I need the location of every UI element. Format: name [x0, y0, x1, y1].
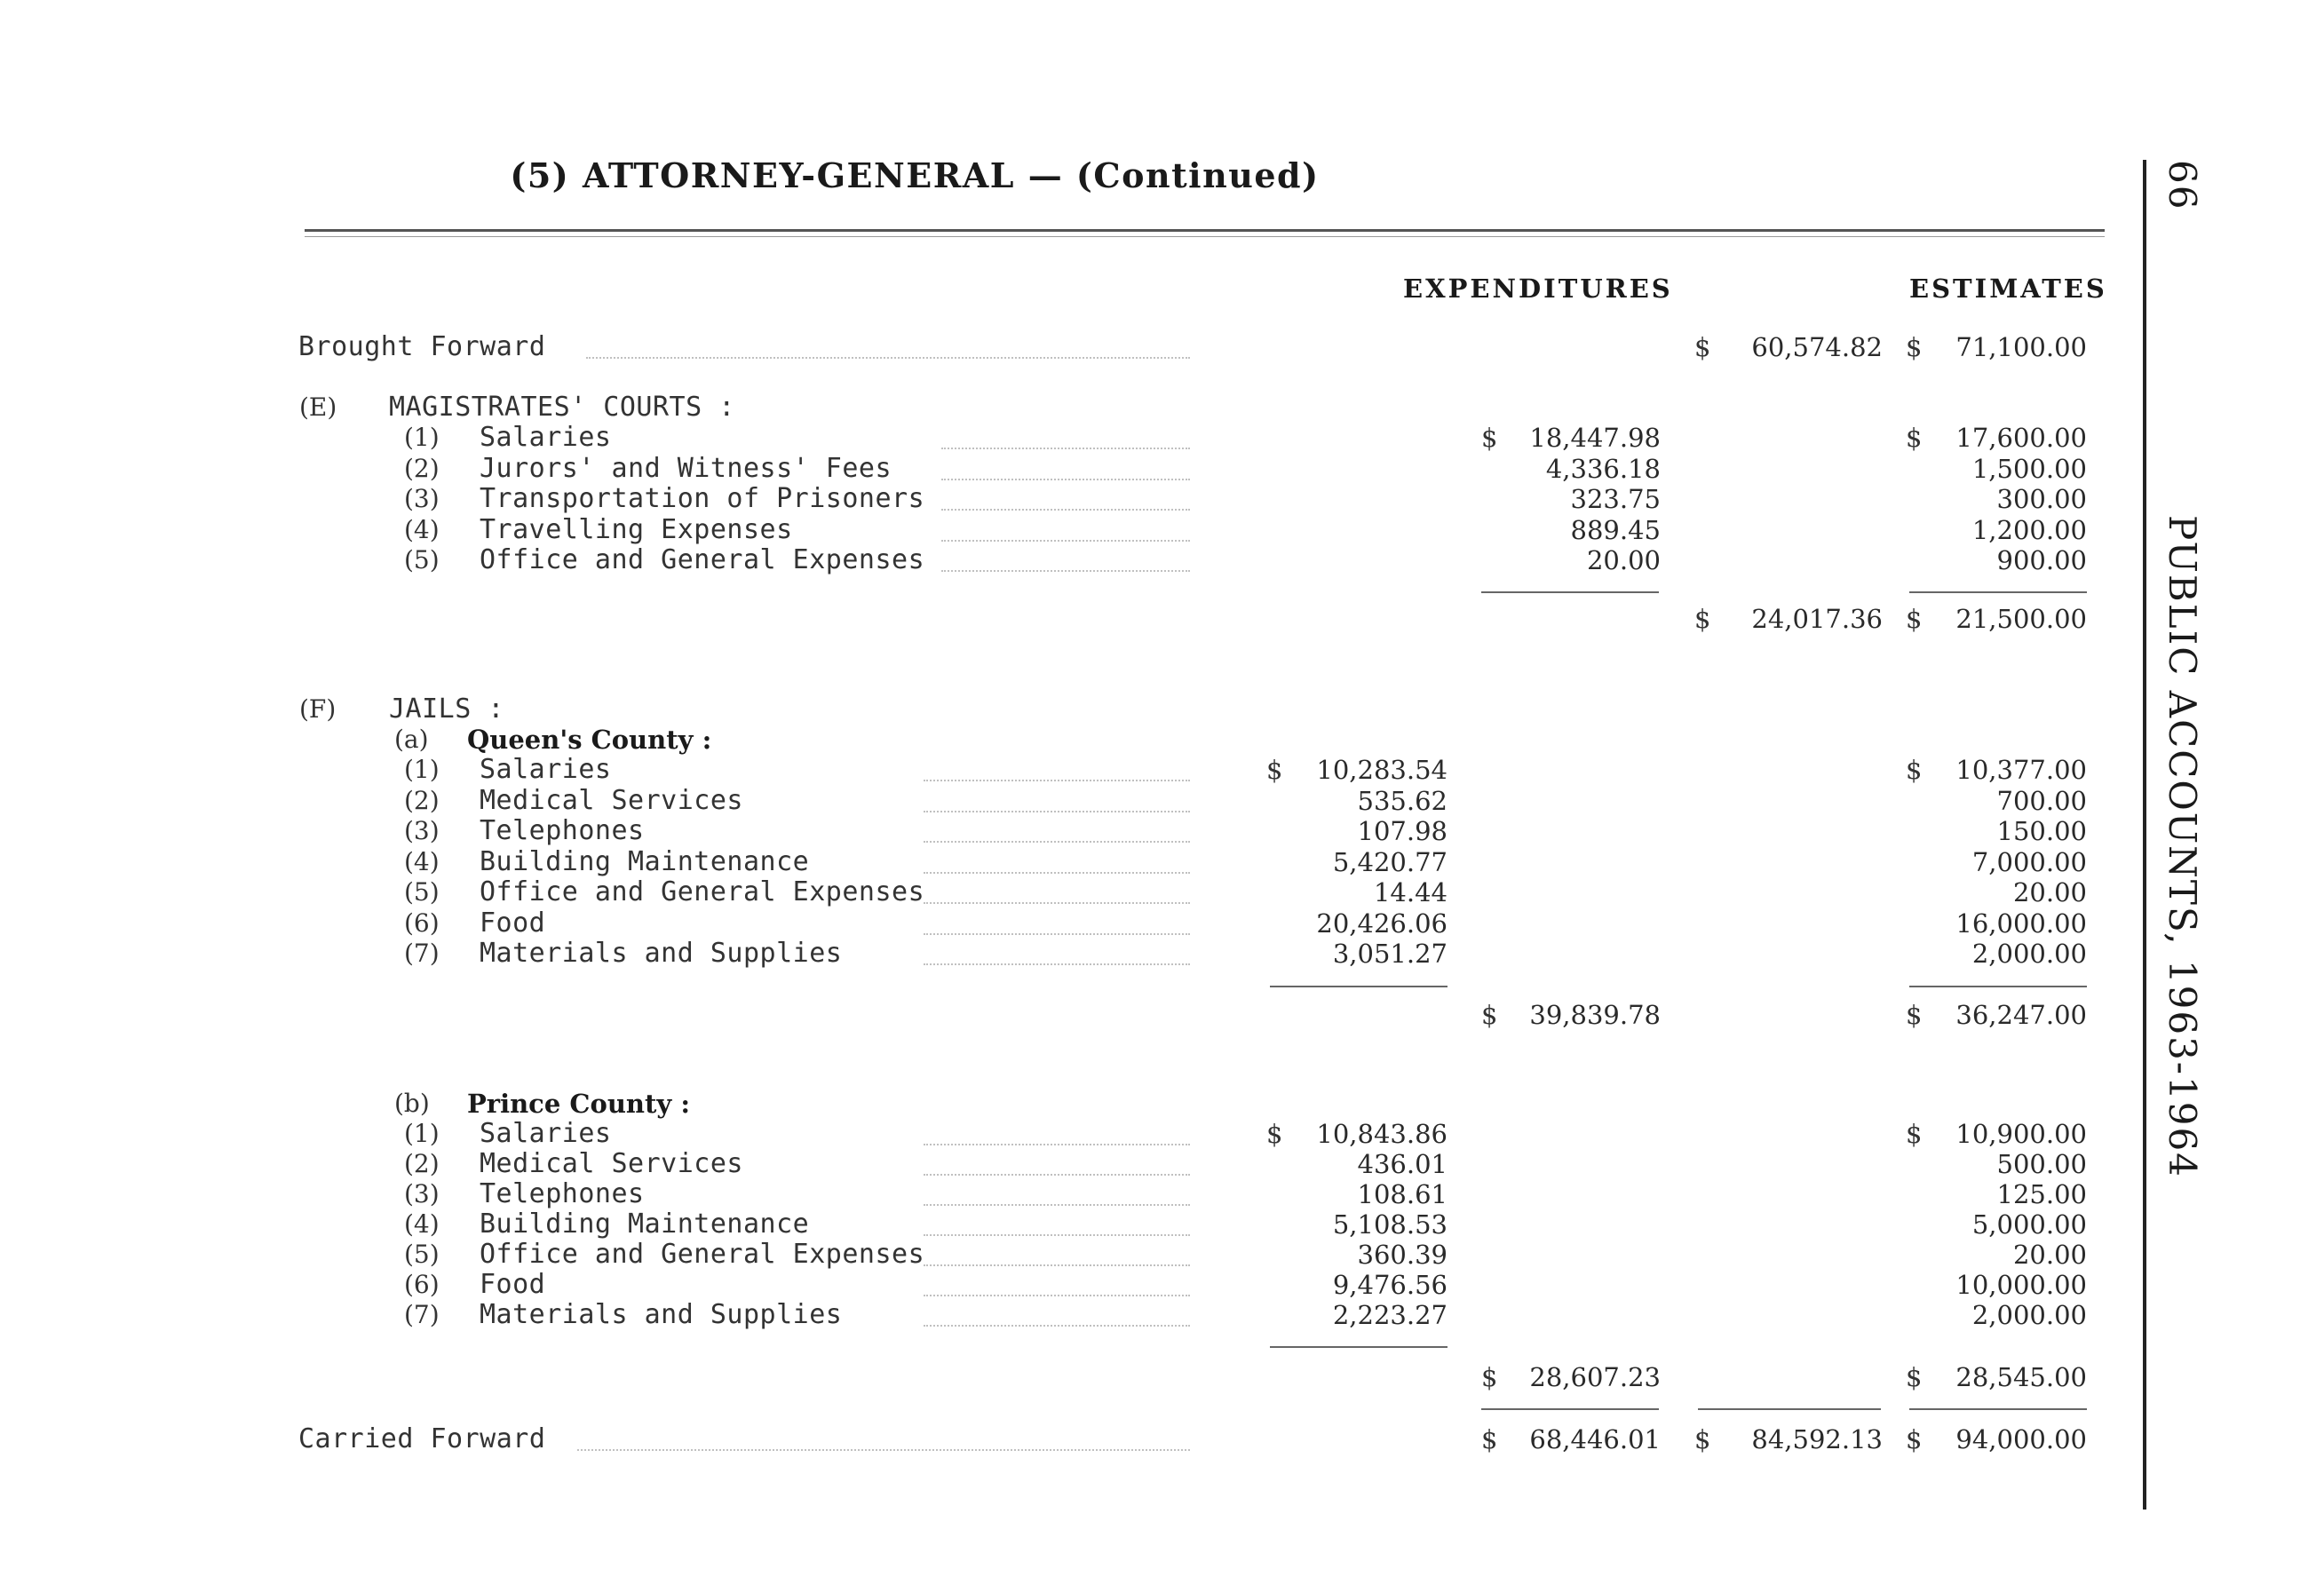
dollar-sign: $	[1906, 604, 1923, 634]
item-estimate: 10,377.00	[1955, 755, 2087, 785]
section-f-letter: (F)	[299, 694, 337, 724]
item-number: (5)	[404, 877, 440, 907]
dollar-sign: $	[1906, 1000, 1923, 1030]
section-f-heading: JAILS :	[389, 693, 504, 725]
dollar-sign: $	[1906, 332, 1923, 362]
item-label: Transportation of Prisoners	[480, 483, 925, 514]
item-estimate: 10,000.00	[1955, 1270, 2087, 1300]
item-label: Building Maintenance	[480, 845, 810, 877]
item-label: Materials and Supplies	[480, 938, 843, 969]
table-row	[0, 484, 2324, 514]
item-label: Office and General Expenses	[480, 544, 925, 575]
item-number: (3)	[404, 484, 440, 513]
dollar-sign: $	[1481, 1362, 1498, 1392]
leader-dots	[941, 540, 1190, 542]
table-row	[0, 1149, 2324, 1179]
table-row	[0, 545, 2324, 575]
subtotal-rule	[1270, 986, 1448, 987]
item-number: (7)	[404, 1300, 440, 1329]
leader-dots	[924, 1144, 1190, 1145]
leader-dots	[924, 1204, 1190, 1206]
leader-dots	[924, 811, 1190, 812]
item-expenditure: 20.00	[1586, 545, 1661, 575]
dollar-sign: $	[1906, 1362, 1923, 1392]
dollar-sign: $	[1694, 332, 1711, 362]
leader-dots	[577, 1449, 1190, 1451]
table-row	[0, 1209, 2324, 1240]
prince-total-estimate: 28,545.00	[1955, 1362, 2087, 1392]
subtotal-rule	[1481, 591, 1659, 593]
table-row	[0, 1270, 2324, 1300]
queens-heading: Queen's County :	[467, 725, 712, 755]
item-estimate: 900.00	[1996, 545, 2087, 575]
prince-heading-row	[0, 1089, 2324, 1119]
section-e-total-expenditure: 24,017.36	[1751, 604, 1883, 634]
title-rule-top	[305, 229, 2105, 232]
item-expenditure: 9,476.56	[1332, 1270, 1448, 1300]
item-estimate: 300.00	[1996, 484, 2087, 514]
expenditures-header: EXPENDITURES	[1403, 273, 1673, 304]
table-row	[0, 1179, 2324, 1209]
item-expenditure: 436.01	[1357, 1149, 1448, 1179]
dollar-sign: $	[1906, 1119, 1923, 1149]
section-e-heading: MAGISTRATES' COURTS :	[389, 392, 735, 423]
table-row	[0, 454, 2324, 484]
queens-total-estimate: 36,247.00	[1955, 1000, 2087, 1030]
item-estimate: 150.00	[1996, 816, 2087, 846]
dollar-sign: $	[1694, 604, 1711, 634]
item-label: Building Maintenance	[480, 1209, 810, 1240]
item-estimate: 10,900.00	[1955, 1119, 2087, 1149]
table-row	[0, 755, 2324, 785]
item-label: Salaries	[480, 1118, 612, 1149]
item-number: (2)	[404, 1149, 440, 1178]
table-row	[0, 816, 2324, 846]
item-label: Food	[480, 1269, 546, 1300]
item-expenditure: 5,108.53	[1332, 1209, 1448, 1240]
item-number: (5)	[404, 545, 440, 575]
item-expenditure: 323.75	[1570, 484, 1661, 514]
item-estimate: 7,000.00	[1971, 846, 2087, 877]
dollar-sign: $	[1266, 1119, 1283, 1149]
item-expenditure: 3,051.27	[1332, 939, 1448, 969]
item-estimate: 20.00	[2012, 1240, 2087, 1270]
prince-letter: (b)	[394, 1089, 430, 1118]
leader-dots	[924, 902, 1190, 904]
leader-dots	[924, 841, 1190, 843]
item-label: Medical Services	[480, 784, 743, 816]
leader-dots	[941, 570, 1190, 572]
subtotal-rule	[1909, 986, 2087, 987]
item-number: (6)	[404, 907, 440, 938]
item-label: Office and General Expenses	[480, 1239, 925, 1270]
title-rule-bottom	[305, 236, 2105, 237]
leader-dots	[941, 509, 1190, 511]
item-label: Jurors' and Witness' Fees	[480, 452, 892, 484]
item-estimate: 125.00	[1996, 1179, 2087, 1209]
item-label: Travelling Expenses	[480, 513, 793, 545]
item-number: (7)	[404, 939, 440, 968]
item-expenditure: 2,223.27	[1332, 1300, 1448, 1330]
item-estimate: 20.00	[2012, 877, 2087, 907]
carried-forward-expenditure: 84,592.13	[1751, 1424, 1883, 1454]
leader-dots	[924, 933, 1190, 935]
item-number: (6)	[404, 1270, 440, 1299]
carried-forward-jails-total: 68,446.01	[1529, 1424, 1661, 1454]
item-expenditure: 14.44	[1373, 877, 1448, 907]
section-f-heading-row	[0, 694, 2324, 725]
section-e-heading-row	[0, 392, 2324, 423]
item-number: (1)	[404, 423, 440, 452]
dollar-sign: $	[1266, 755, 1283, 785]
item-expenditure: 5,420.77	[1332, 846, 1448, 877]
carried-forward-estimate: 94,000.00	[1955, 1424, 2087, 1454]
item-number: (3)	[404, 816, 440, 845]
carried-forward-label: Carried Forward	[298, 1423, 546, 1454]
brought-forward-label: Brought Forward	[298, 331, 546, 362]
total-rule	[1909, 1408, 2087, 1410]
dollar-sign: $	[1481, 1424, 1498, 1454]
item-estimate: 2,000.00	[1971, 1300, 2087, 1330]
table-row	[0, 515, 2324, 545]
item-label: Office and General Expenses	[480, 876, 925, 907]
section-e-letter: (E)	[299, 392, 337, 422]
item-expenditure: 10,843.86	[1316, 1119, 1448, 1149]
margin-rule	[2143, 160, 2146, 1510]
prince-total-expenditure: 28,607.23	[1529, 1362, 1661, 1392]
item-estimate: 2,000.00	[1971, 939, 2087, 969]
section-e-total-estimate: 21,500.00	[1955, 604, 2087, 634]
leader-dots	[924, 1295, 1190, 1296]
brought-forward-row	[0, 332, 2324, 362]
total-rule	[1698, 1408, 1881, 1410]
item-estimate: 1,500.00	[1971, 453, 2087, 484]
item-expenditure: 360.39	[1357, 1240, 1448, 1270]
item-expenditure: 18,447.98	[1529, 423, 1661, 453]
subtotal-rule	[1270, 1346, 1448, 1348]
leader-dots	[924, 1174, 1190, 1176]
page-title: (5) ATTORNEY-GENERAL — (Continued)	[510, 155, 1320, 195]
item-number: (1)	[404, 1119, 440, 1148]
item-expenditure: 535.62	[1357, 785, 1448, 816]
dollar-sign: $	[1481, 423, 1498, 453]
subtotal-rule	[1909, 591, 2087, 593]
item-expenditure: 4,336.18	[1545, 453, 1661, 484]
item-estimate: 17,600.00	[1955, 423, 2087, 453]
dollar-sign: $	[1481, 1000, 1498, 1030]
prince-total-row	[0, 1362, 2324, 1392]
carried-forward-row	[0, 1424, 2324, 1454]
page-number: 66	[2161, 160, 2204, 211]
dollar-sign: $	[1694, 1424, 1711, 1454]
item-estimate: 500.00	[1996, 1149, 2087, 1179]
item-number: (2)	[404, 453, 440, 483]
item-number: (4)	[404, 846, 440, 876]
item-expenditure: 20,426.06	[1316, 907, 1448, 939]
leader-dots	[941, 479, 1190, 480]
queens-heading-row	[0, 725, 2324, 755]
table-row	[0, 847, 2324, 877]
table-row	[0, 786, 2324, 816]
leader-dots	[924, 963, 1190, 965]
item-number: (3)	[404, 1179, 440, 1209]
item-expenditure: 10,283.54	[1316, 755, 1448, 785]
prince-heading: Prince County :	[467, 1089, 691, 1119]
leader-dots	[924, 1264, 1190, 1266]
dollar-sign: $	[1906, 755, 1923, 785]
queens-letter: (a)	[394, 725, 429, 754]
brought-forward-expenditure: 60,574.82	[1751, 332, 1883, 362]
side-title: PUBLIC ACCOUNTS, 1963-1964	[2161, 515, 2204, 1178]
item-expenditure: 107.98	[1357, 816, 1448, 846]
leader-dots	[586, 357, 1190, 359]
table-row	[0, 939, 2324, 969]
item-label: Materials and Supplies	[480, 1299, 843, 1330]
item-number: (4)	[404, 514, 440, 544]
total-rule	[1481, 1408, 1659, 1410]
item-estimate: 1,200.00	[1971, 514, 2087, 545]
item-label: Salaries	[480, 754, 612, 785]
leader-dots	[941, 448, 1190, 449]
item-label: Telephones	[480, 815, 645, 846]
item-expenditure: 889.45	[1570, 514, 1661, 545]
item-number: (5)	[404, 1240, 440, 1269]
table-row	[0, 908, 2324, 939]
table-row	[0, 877, 2324, 907]
item-estimate: 5,000.00	[1971, 1209, 2087, 1240]
item-label: Medical Services	[480, 1148, 743, 1179]
dollar-sign: $	[1906, 423, 1923, 453]
item-estimate: 700.00	[1996, 785, 2087, 816]
item-number: (1)	[404, 755, 440, 784]
item-number: (4)	[404, 1209, 440, 1239]
leader-dots	[924, 1234, 1190, 1236]
item-label: Food	[480, 907, 546, 939]
leader-dots	[924, 1325, 1190, 1327]
item-label: Telephones	[480, 1178, 645, 1209]
section-e-total-row	[0, 604, 2324, 634]
queens-total-row	[0, 1000, 2324, 1030]
estimates-header: ESTIMATES	[1909, 273, 2107, 304]
item-estimate: 16,000.00	[1955, 907, 2087, 939]
leader-dots	[924, 780, 1190, 781]
dollar-sign: $	[1906, 1424, 1923, 1454]
brought-forward-estimate: 71,100.00	[1955, 332, 2087, 362]
item-expenditure: 108.61	[1357, 1179, 1448, 1209]
item-label: Salaries	[480, 422, 612, 453]
table-row	[0, 423, 2324, 453]
item-number: (2)	[404, 785, 440, 815]
queens-total-expenditure: 39,839.78	[1529, 1000, 1661, 1030]
table-row	[0, 1300, 2324, 1330]
table-row	[0, 1240, 2324, 1270]
table-row	[0, 1119, 2324, 1149]
leader-dots	[924, 872, 1190, 874]
